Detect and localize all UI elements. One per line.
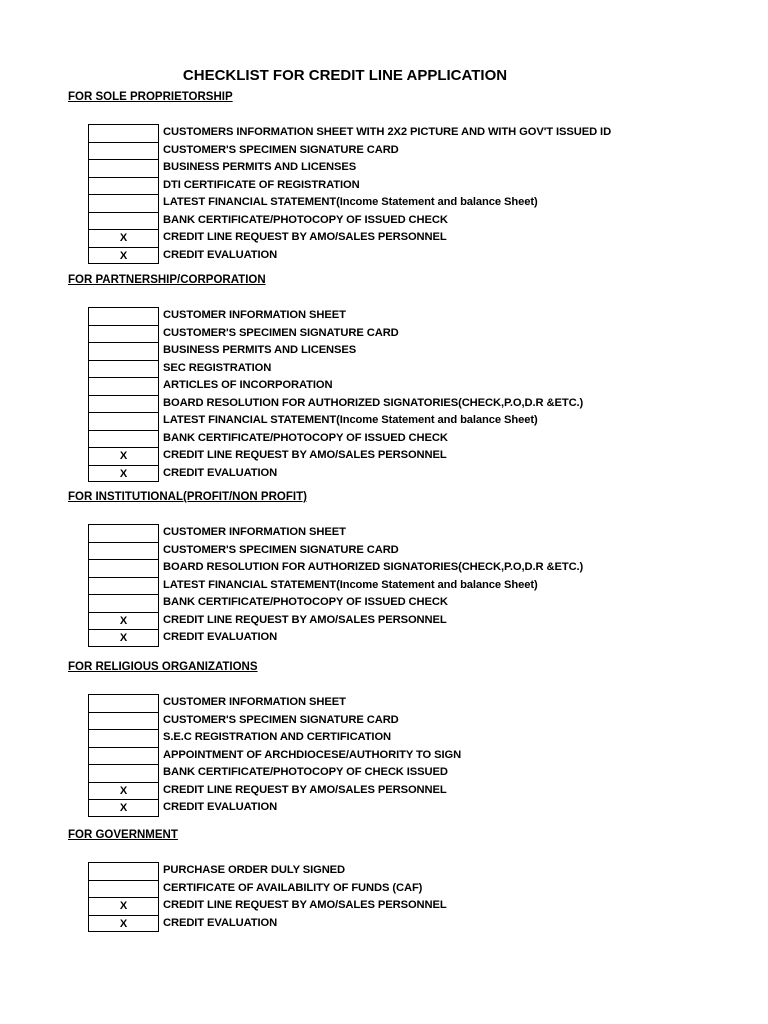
checklist-row — [88, 212, 448, 230]
requirement-label: CREDIT LINE REQUEST BY AMO/SALES PERSONNEL — [163, 783, 447, 796]
checklist-row — [88, 342, 356, 360]
requirement-label: CERTIFICATE OF AVAILABILITY OF FUNDS (CAF) — [163, 881, 423, 894]
checkbox-cell[interactable] — [88, 712, 159, 730]
requirement-label: BANK CERTIFICATE/PHOTOCOPY OF CHECK ISSUED — [163, 766, 448, 779]
checkbox-cell[interactable]: X — [88, 612, 159, 630]
requirement-label: LATEST FINANCIAL STATEMENT(Income Statement and balance Sheet) — [163, 414, 538, 427]
checklist-row — [88, 395, 583, 413]
requirement-label: CUSTOMERS INFORMATION SHEET WITH 2X2 PICTURE AND WITH GOV'T ISSUED ID — [163, 126, 612, 139]
checkbox-cell[interactable] — [88, 430, 159, 448]
requirement-label: LATEST FINANCIAL STATEMENT(Income Statement and balance Sheet) — [163, 578, 538, 591]
checkbox-cell[interactable] — [88, 124, 159, 142]
checklist-row — [88, 559, 583, 577]
checkbox-cell[interactable]: X — [88, 897, 159, 915]
checkbox-cell[interactable] — [88, 159, 159, 177]
requirement-label: CREDIT LINE REQUEST BY AMO/SALES PERSONNEL — [163, 449, 447, 462]
requirement-label: CUSTOMER INFORMATION SHEET — [163, 309, 346, 322]
checklist-row — [88, 524, 346, 542]
requirement-label: CREDIT EVALUATION — [163, 631, 278, 644]
checkbox-cell[interactable] — [88, 694, 159, 712]
checklist-row — [88, 159, 356, 177]
checklist-row — [88, 694, 346, 712]
requirement-label: BANK CERTIFICATE/PHOTOCOPY OF ISSUED CHECK — [163, 213, 448, 226]
checkbox-cell[interactable]: X — [88, 782, 159, 800]
checklist-row — [88, 782, 447, 800]
checkbox-cell[interactable] — [88, 377, 159, 395]
requirement-label: BUSINESS PERMITS AND LICENSES — [163, 344, 357, 357]
requirement-label: BOARD RESOLUTION FOR AUTHORIZED SIGNATORIES(CHECK,P.O,D.R &ETC.) — [163, 561, 584, 574]
checklist-row — [88, 729, 391, 747]
checkbox-cell[interactable] — [88, 729, 159, 747]
checklist-row — [88, 194, 538, 212]
checkbox-cell[interactable] — [88, 395, 159, 413]
checkbox-cell[interactable] — [88, 342, 159, 360]
checkbox-cell[interactable]: X — [88, 799, 159, 817]
requirement-label: BANK CERTIFICATE/PHOTOCOPY OF ISSUED CHECK — [163, 431, 448, 444]
checklist-row — [88, 747, 461, 765]
checklist-row — [88, 612, 447, 630]
checkbox-cell[interactable] — [88, 177, 159, 195]
checklist-row — [88, 124, 611, 142]
checklist-row — [88, 229, 447, 247]
section-heading-for-institutional-profit-non-profit: FOR INSTITUTIONAL(PROFIT/NON PROFIT) — [68, 491, 307, 503]
requirement-label: ARTICLES OF INCORPORATION — [163, 379, 333, 392]
checklist-row — [88, 360, 271, 378]
checklist-row — [88, 542, 399, 560]
checkbox-cell[interactable] — [88, 880, 159, 898]
requirement-label: CREDIT LINE REQUEST BY AMO/SALES PERSONNEL — [163, 899, 447, 912]
checkbox-cell[interactable]: X — [88, 915, 159, 933]
checkbox-cell[interactable] — [88, 142, 159, 160]
requirement-label: CUSTOMER'S SPECIMEN SIGNATURE CARD — [163, 713, 399, 726]
checklist-row — [88, 325, 399, 343]
checklist-row — [88, 915, 277, 933]
requirement-label: LATEST FINANCIAL STATEMENT(Income Statement and balance Sheet) — [163, 196, 538, 209]
requirement-label: CUSTOMER INFORMATION SHEET — [163, 696, 346, 709]
checklist-row — [88, 712, 399, 730]
section-heading-for-sole-proprietorship: FOR SOLE PROPRIETORSHIP — [68, 91, 233, 103]
checklist-row — [88, 577, 538, 595]
requirement-label: CUSTOMER'S SPECIMEN SIGNATURE CARD — [163, 326, 399, 339]
checkbox-cell[interactable]: X — [88, 447, 159, 465]
checkbox-cell[interactable] — [88, 542, 159, 560]
requirement-label: CREDIT EVALUATION — [163, 248, 278, 261]
checkbox-cell[interactable] — [88, 524, 159, 542]
requirement-label: SEC REGISTRATION — [163, 361, 272, 374]
checkbox-cell[interactable] — [88, 194, 159, 212]
requirement-label: PURCHASE ORDER DULY SIGNED — [163, 864, 346, 877]
requirement-label: S.E.C REGISTRATION AND CERTIFICATION — [163, 731, 392, 744]
checklist-row — [88, 307, 346, 325]
checklist-row — [88, 594, 448, 612]
requirement-label: APPOINTMENT OF ARCHDIOCESE/AUTHORITY TO SIGN — [163, 748, 462, 761]
checklist-row — [88, 465, 277, 483]
section-heading-for-partnership-corporation: FOR PARTNERSHIP/CORPORATION — [68, 274, 266, 286]
requirement-label: CREDIT LINE REQUEST BY AMO/SALES PERSONNEL — [163, 231, 447, 244]
requirement-label: CREDIT EVALUATION — [163, 916, 278, 929]
requirement-label: CREDIT LINE REQUEST BY AMO/SALES PERSONNEL — [163, 613, 447, 626]
checklist-row — [88, 142, 399, 160]
requirement-label: CUSTOMER INFORMATION SHEET — [163, 526, 346, 539]
checkbox-cell[interactable] — [88, 594, 159, 612]
checklist-row — [88, 897, 447, 915]
requirement-label: DTI CERTIFICATE OF REGISTRATION — [163, 178, 360, 191]
checklist-row — [88, 430, 448, 448]
checklist-row — [88, 412, 538, 430]
checkbox-cell[interactable] — [88, 325, 159, 343]
requirement-label: CUSTOMER'S SPECIMEN SIGNATURE CARD — [163, 543, 399, 556]
checkbox-cell[interactable] — [88, 747, 159, 765]
requirement-label: CUSTOMER'S SPECIMEN SIGNATURE CARD — [163, 143, 399, 156]
requirement-label: CREDIT EVALUATION — [163, 466, 278, 479]
checkbox-cell[interactable]: X — [88, 465, 159, 483]
checkbox-cell[interactable]: X — [88, 629, 159, 647]
page-title: CHECKLIST FOR CREDIT LINE APPLICATION — [182, 67, 508, 84]
checkbox-cell[interactable] — [88, 577, 159, 595]
checklist-row — [88, 377, 332, 395]
checkbox-cell[interactable] — [88, 360, 159, 378]
checkbox-cell[interactable] — [88, 307, 159, 325]
requirement-label: BUSINESS PERMITS AND LICENSES — [163, 161, 357, 174]
checklist-row — [88, 764, 448, 782]
section-heading-for-government: FOR GOVERNMENT — [68, 829, 178, 841]
checkbox-cell[interactable] — [88, 212, 159, 230]
requirement-label: CREDIT EVALUATION — [163, 801, 278, 814]
checklist-row — [88, 447, 447, 465]
section-heading-for-religious-organizations: FOR RELIGIOUS ORGANIZATIONS — [68, 661, 258, 673]
checklist-row — [88, 629, 277, 647]
checkbox-cell[interactable] — [88, 559, 159, 577]
checkbox-cell[interactable] — [88, 764, 159, 782]
checklist-row — [88, 862, 345, 880]
checklist-row — [88, 177, 360, 195]
checkbox-cell[interactable] — [88, 412, 159, 430]
checklist-row — [88, 247, 277, 265]
checkbox-cell[interactable]: X — [88, 229, 159, 247]
requirement-label: BOARD RESOLUTION FOR AUTHORIZED SIGNATORIES(CHECK,P.O,D.R &ETC.) — [163, 396, 584, 409]
checkbox-cell[interactable] — [88, 862, 159, 880]
requirement-label: BANK CERTIFICATE/PHOTOCOPY OF ISSUED CHECK — [163, 596, 448, 609]
checklist-row — [88, 880, 422, 898]
checklist-row — [88, 799, 277, 817]
checkbox-cell[interactable]: X — [88, 247, 159, 265]
